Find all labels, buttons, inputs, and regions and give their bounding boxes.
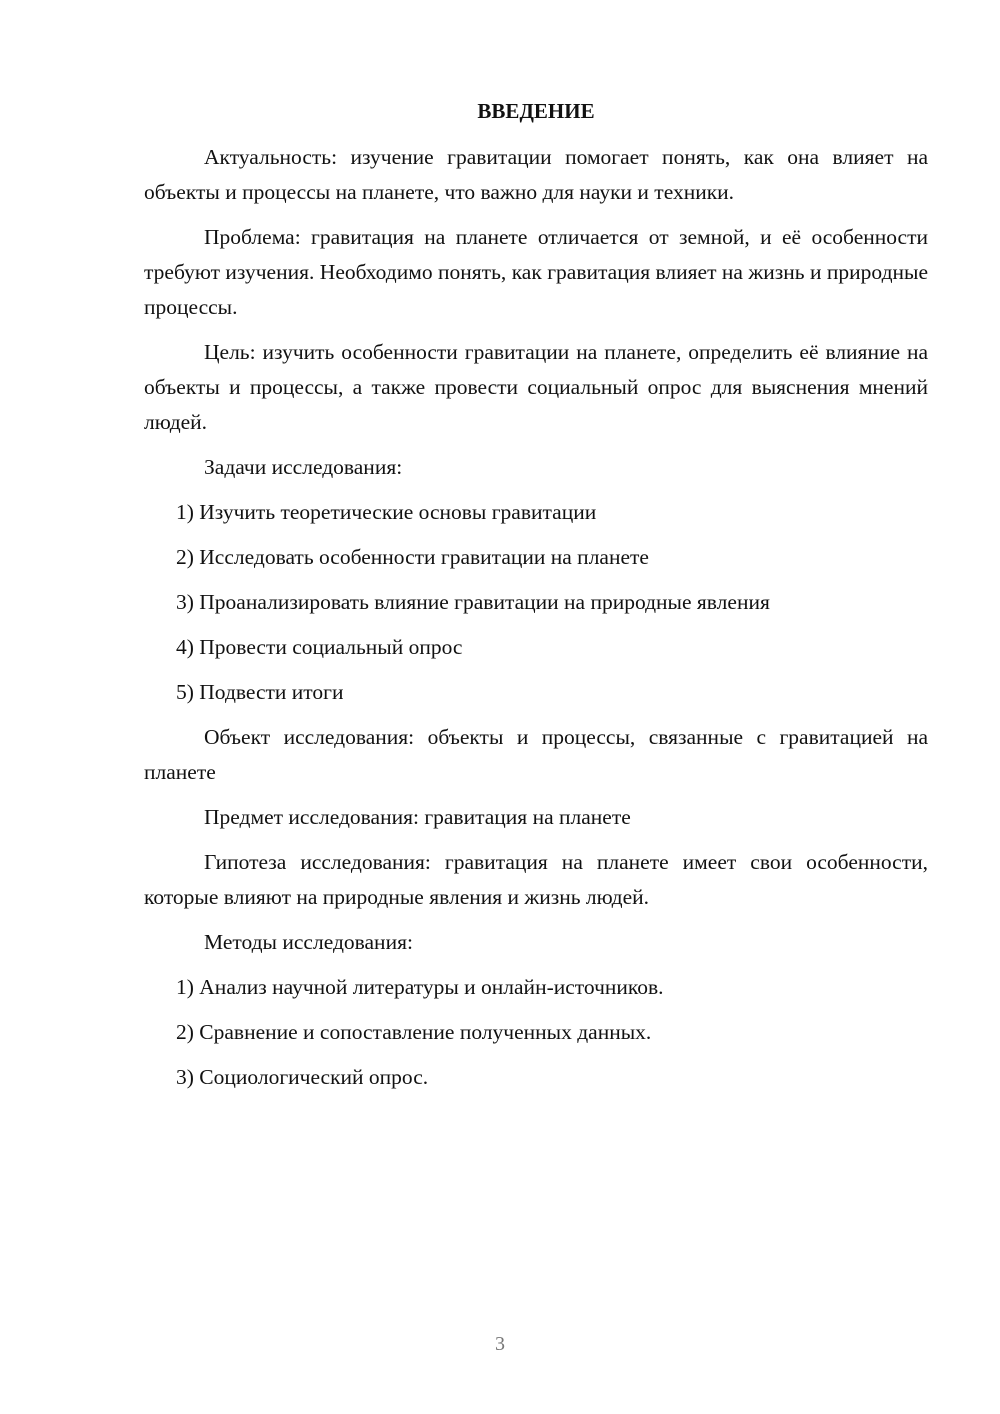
methods-list bbox=[144, 970, 928, 1095]
list-item: 1) Анализ научной литературы и онлайн-источников. bbox=[176, 975, 664, 999]
list-item: 1) Изучить теоретические основы гравитации bbox=[176, 500, 597, 524]
tasks-heading: Задачи исследования: bbox=[204, 455, 403, 479]
relevance-paragraph: Актуальность: изучение гравитации помогает понять, как она влияет на объекты и процессы на планете, что важно для науки и техники. bbox=[144, 145, 928, 204]
list-item: 3) Проанализировать влияние гравитации на природные явления bbox=[176, 590, 770, 614]
page-content bbox=[144, 94, 928, 1105]
methods-heading: Методы исследования: bbox=[204, 930, 413, 954]
page-number: 3 bbox=[495, 1333, 505, 1355]
hypothesis-paragraph: Гипотеза исследования: гравитация на планете имеет свои особенности, которые влияют на природные явления и жизнь людей. bbox=[144, 850, 928, 909]
subject-paragraph: Предмет исследования: гравитация на планете bbox=[204, 805, 631, 829]
list-item: 3) Социологический опрос. bbox=[176, 1065, 429, 1089]
list-item: 4) Провести социальный опрос bbox=[176, 635, 463, 659]
goal-paragraph: Цель: изучить особенности гравитации на планете, определить её влияние на объекты и процессы, а также провести социальный опрос для выяснения мнений людей. bbox=[144, 340, 928, 434]
list-item: 2) Сравнение и сопоставление полученных данных. bbox=[176, 1020, 652, 1044]
list-item: 5) Подвести итоги bbox=[176, 680, 344, 704]
section-title: ВВЕДЕНИЕ bbox=[477, 99, 595, 123]
list-item: 2) Исследовать особенности гравитации на планете bbox=[176, 545, 649, 569]
tasks-list bbox=[144, 495, 928, 710]
object-paragraph: Объект исследования: объекты и процессы, связанные с гравитацией на планете bbox=[144, 725, 928, 784]
problem-paragraph: Проблема: гравитация на планете отличается от земной, и её особенности требуют изучения. Необходимо понять, как гравитация влияет на жизнь и природные процессы. bbox=[144, 225, 928, 319]
